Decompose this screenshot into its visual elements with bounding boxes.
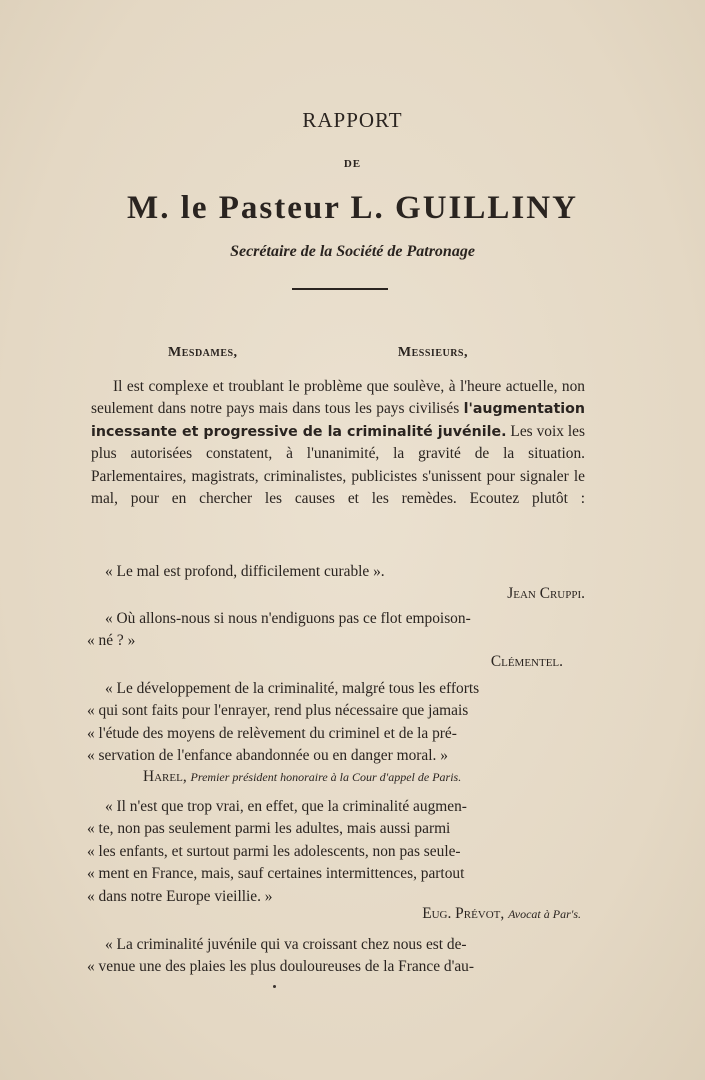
quote-line: « servation de l'enfance abandonnée ou en danger moral. » xyxy=(87,747,448,765)
salutation: Mesdames, Messieurs, xyxy=(168,345,468,360)
author-label: Clémentel. xyxy=(490,653,563,670)
quote-line: « l'étude des moyens de relèvement du criminel et de la pré- xyxy=(87,724,457,742)
author-title: Avocat à Par's. xyxy=(508,907,581,921)
intro-part2: Les voix les plus autorisées constatent, à l'unanimité, la gravité de la situation. Parlementaires, magistrats, criminalistes, publicistes s'unissent pour signaler le mal, pour en chercher les causes et les remèdes. Ecoutez plutôt : xyxy=(91,422,585,508)
intro-part1: Il est complexe et troublant le problème que soulève, à l'heure actuelle, non seulement dans notre pays mais dans tous les pays civilisés xyxy=(91,378,585,418)
report-de: DE xyxy=(343,158,362,170)
quote-line: « dans notre Europe vieillie. » xyxy=(87,887,273,905)
quote-5 xyxy=(87,934,585,979)
author-label: Eug. Prévot, xyxy=(422,905,505,922)
author-subtitle: Secrétaire de la Société de Patronage xyxy=(230,243,475,260)
quote-line: « venue une des plaies les plus douloureuses de la France d'au- xyxy=(87,958,474,976)
title-rule xyxy=(292,288,388,290)
quote-line: « La criminalité juvénile qui va croissant chez nous est de- xyxy=(105,936,467,953)
intro-emphasis: l'augmentation incessante et progressive de la criminalité juvénile. xyxy=(91,401,585,440)
author-title: Premier président honoraire à la Cour d'appel de Paris. xyxy=(190,770,462,784)
quote-line: « Il n'est que trop vrai, en effet, que la criminalité augmen- xyxy=(105,798,467,815)
quote-line: « Le mal est profond, difficilement curable ». xyxy=(105,563,385,580)
quote-line: « ment en France, mais, sauf certaines intermittences, partout xyxy=(87,865,465,883)
quote-2-author xyxy=(491,653,563,671)
quote-line: « né ? » xyxy=(87,632,136,650)
quote-1-author xyxy=(507,585,585,603)
quote-line: « qui sont faits pour l'enrayer, rend plus nécessaire que jamais xyxy=(87,702,469,720)
author-label: Harel, xyxy=(143,768,187,785)
quote-3 xyxy=(87,678,585,768)
quote-line: « les enfants, et surtout parmi les adolescents, non pas seule- xyxy=(87,842,461,860)
intro-paragraph xyxy=(91,376,585,533)
quote-line: « Le développement de la criminalité, malgré tous les efforts xyxy=(105,680,480,697)
quote-2 xyxy=(87,608,585,653)
author-name: M. le Pasteur L. GUILLINY xyxy=(127,190,578,226)
quote-line: « Où allons-nous si nous n'endiguons pas ce flot empoison- xyxy=(105,610,471,627)
quote-4 xyxy=(87,796,585,908)
quote-4-author xyxy=(422,905,581,923)
author-label: Jean Cruppi. xyxy=(507,585,585,602)
quote-line: « te, non pas seulement parmi les adultes, mais aussi parmi xyxy=(87,820,451,838)
quote-3-author xyxy=(143,768,461,786)
quote-1 xyxy=(91,561,585,583)
report-title: RAPPORT xyxy=(302,108,403,132)
footer-dot xyxy=(273,985,276,988)
